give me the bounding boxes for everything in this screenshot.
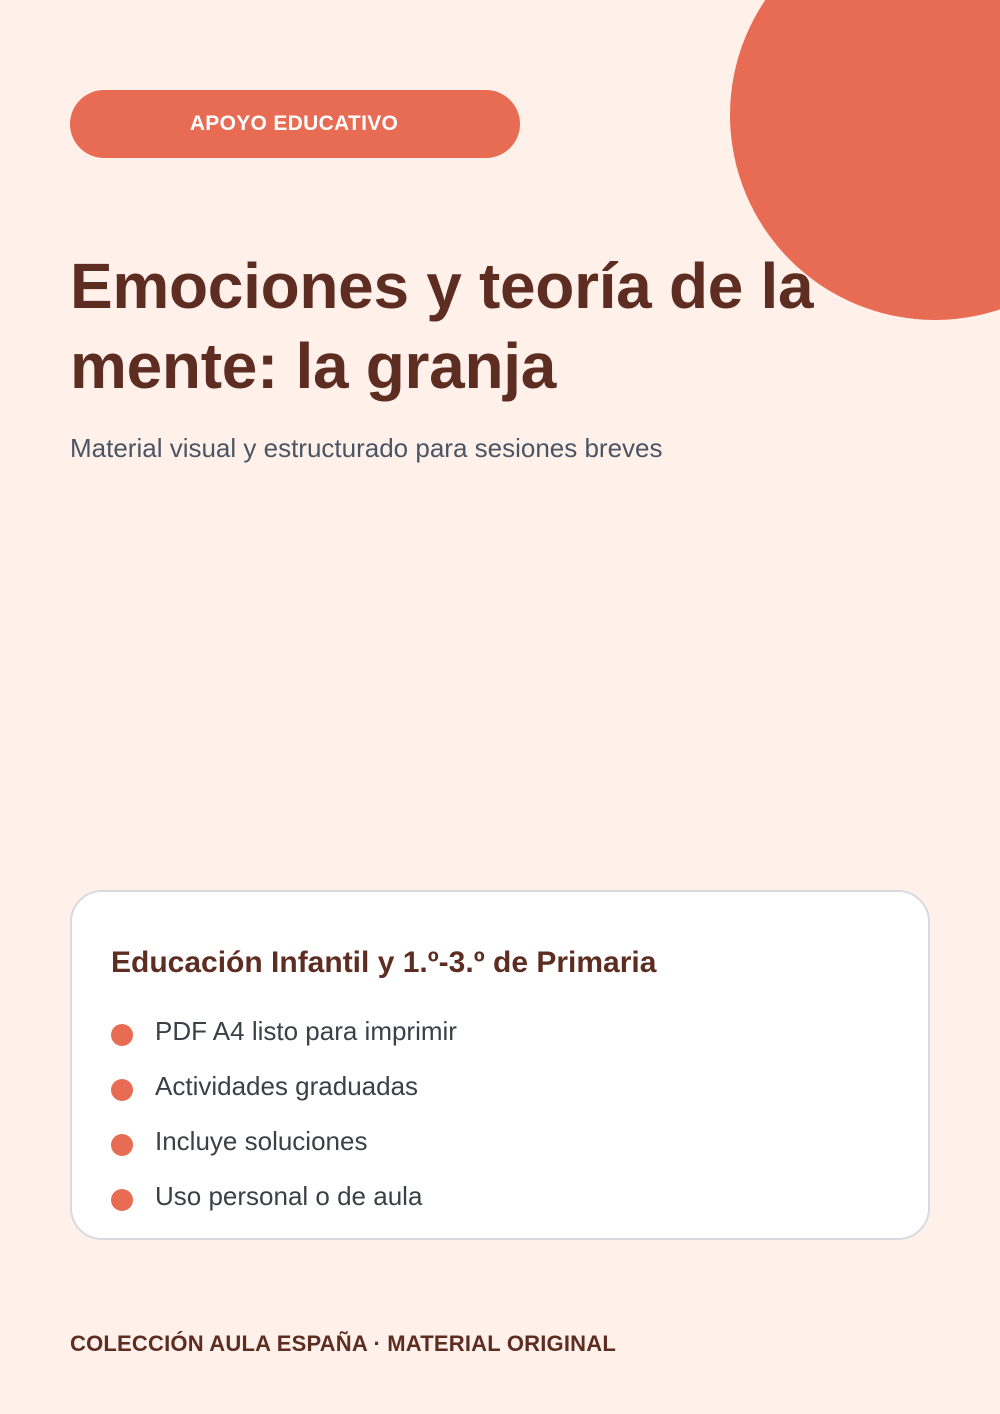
bullet-dot-icon — [111, 1134, 133, 1156]
footer-collection-text: COLECCIÓN AULA ESPAÑA · MATERIAL ORIGINAL — [70, 1331, 616, 1356]
feature-item — [111, 1007, 457, 1062]
bullet-dot-icon — [111, 1024, 133, 1046]
audience-heading: Educación Infantil y 1.º-3.º de Primaria — [111, 946, 657, 979]
feature-label: Uso personal o de aula — [155, 1180, 423, 1211]
category-badge-label: APOYO EDUCATIVO — [189, 112, 399, 135]
feature-label: Incluye soluciones — [155, 1125, 368, 1156]
bullet-dot-icon — [111, 1079, 133, 1101]
feature-label: Actividades graduadas — [155, 1070, 419, 1101]
feature-item — [111, 1117, 457, 1172]
feature-label: PDF A4 listo para imprimir — [155, 1015, 457, 1046]
info-card — [70, 890, 930, 1240]
page-subtitle: Material visual y estructurado para sesiones breves — [70, 433, 663, 463]
page-title: Emociones y teoría de la mente: la granja — [70, 250, 814, 402]
feature-item — [111, 1172, 457, 1227]
feature-item — [111, 1062, 457, 1117]
bullet-dot-icon — [111, 1189, 133, 1211]
category-badge — [70, 90, 520, 158]
feature-list — [111, 1007, 457, 1227]
